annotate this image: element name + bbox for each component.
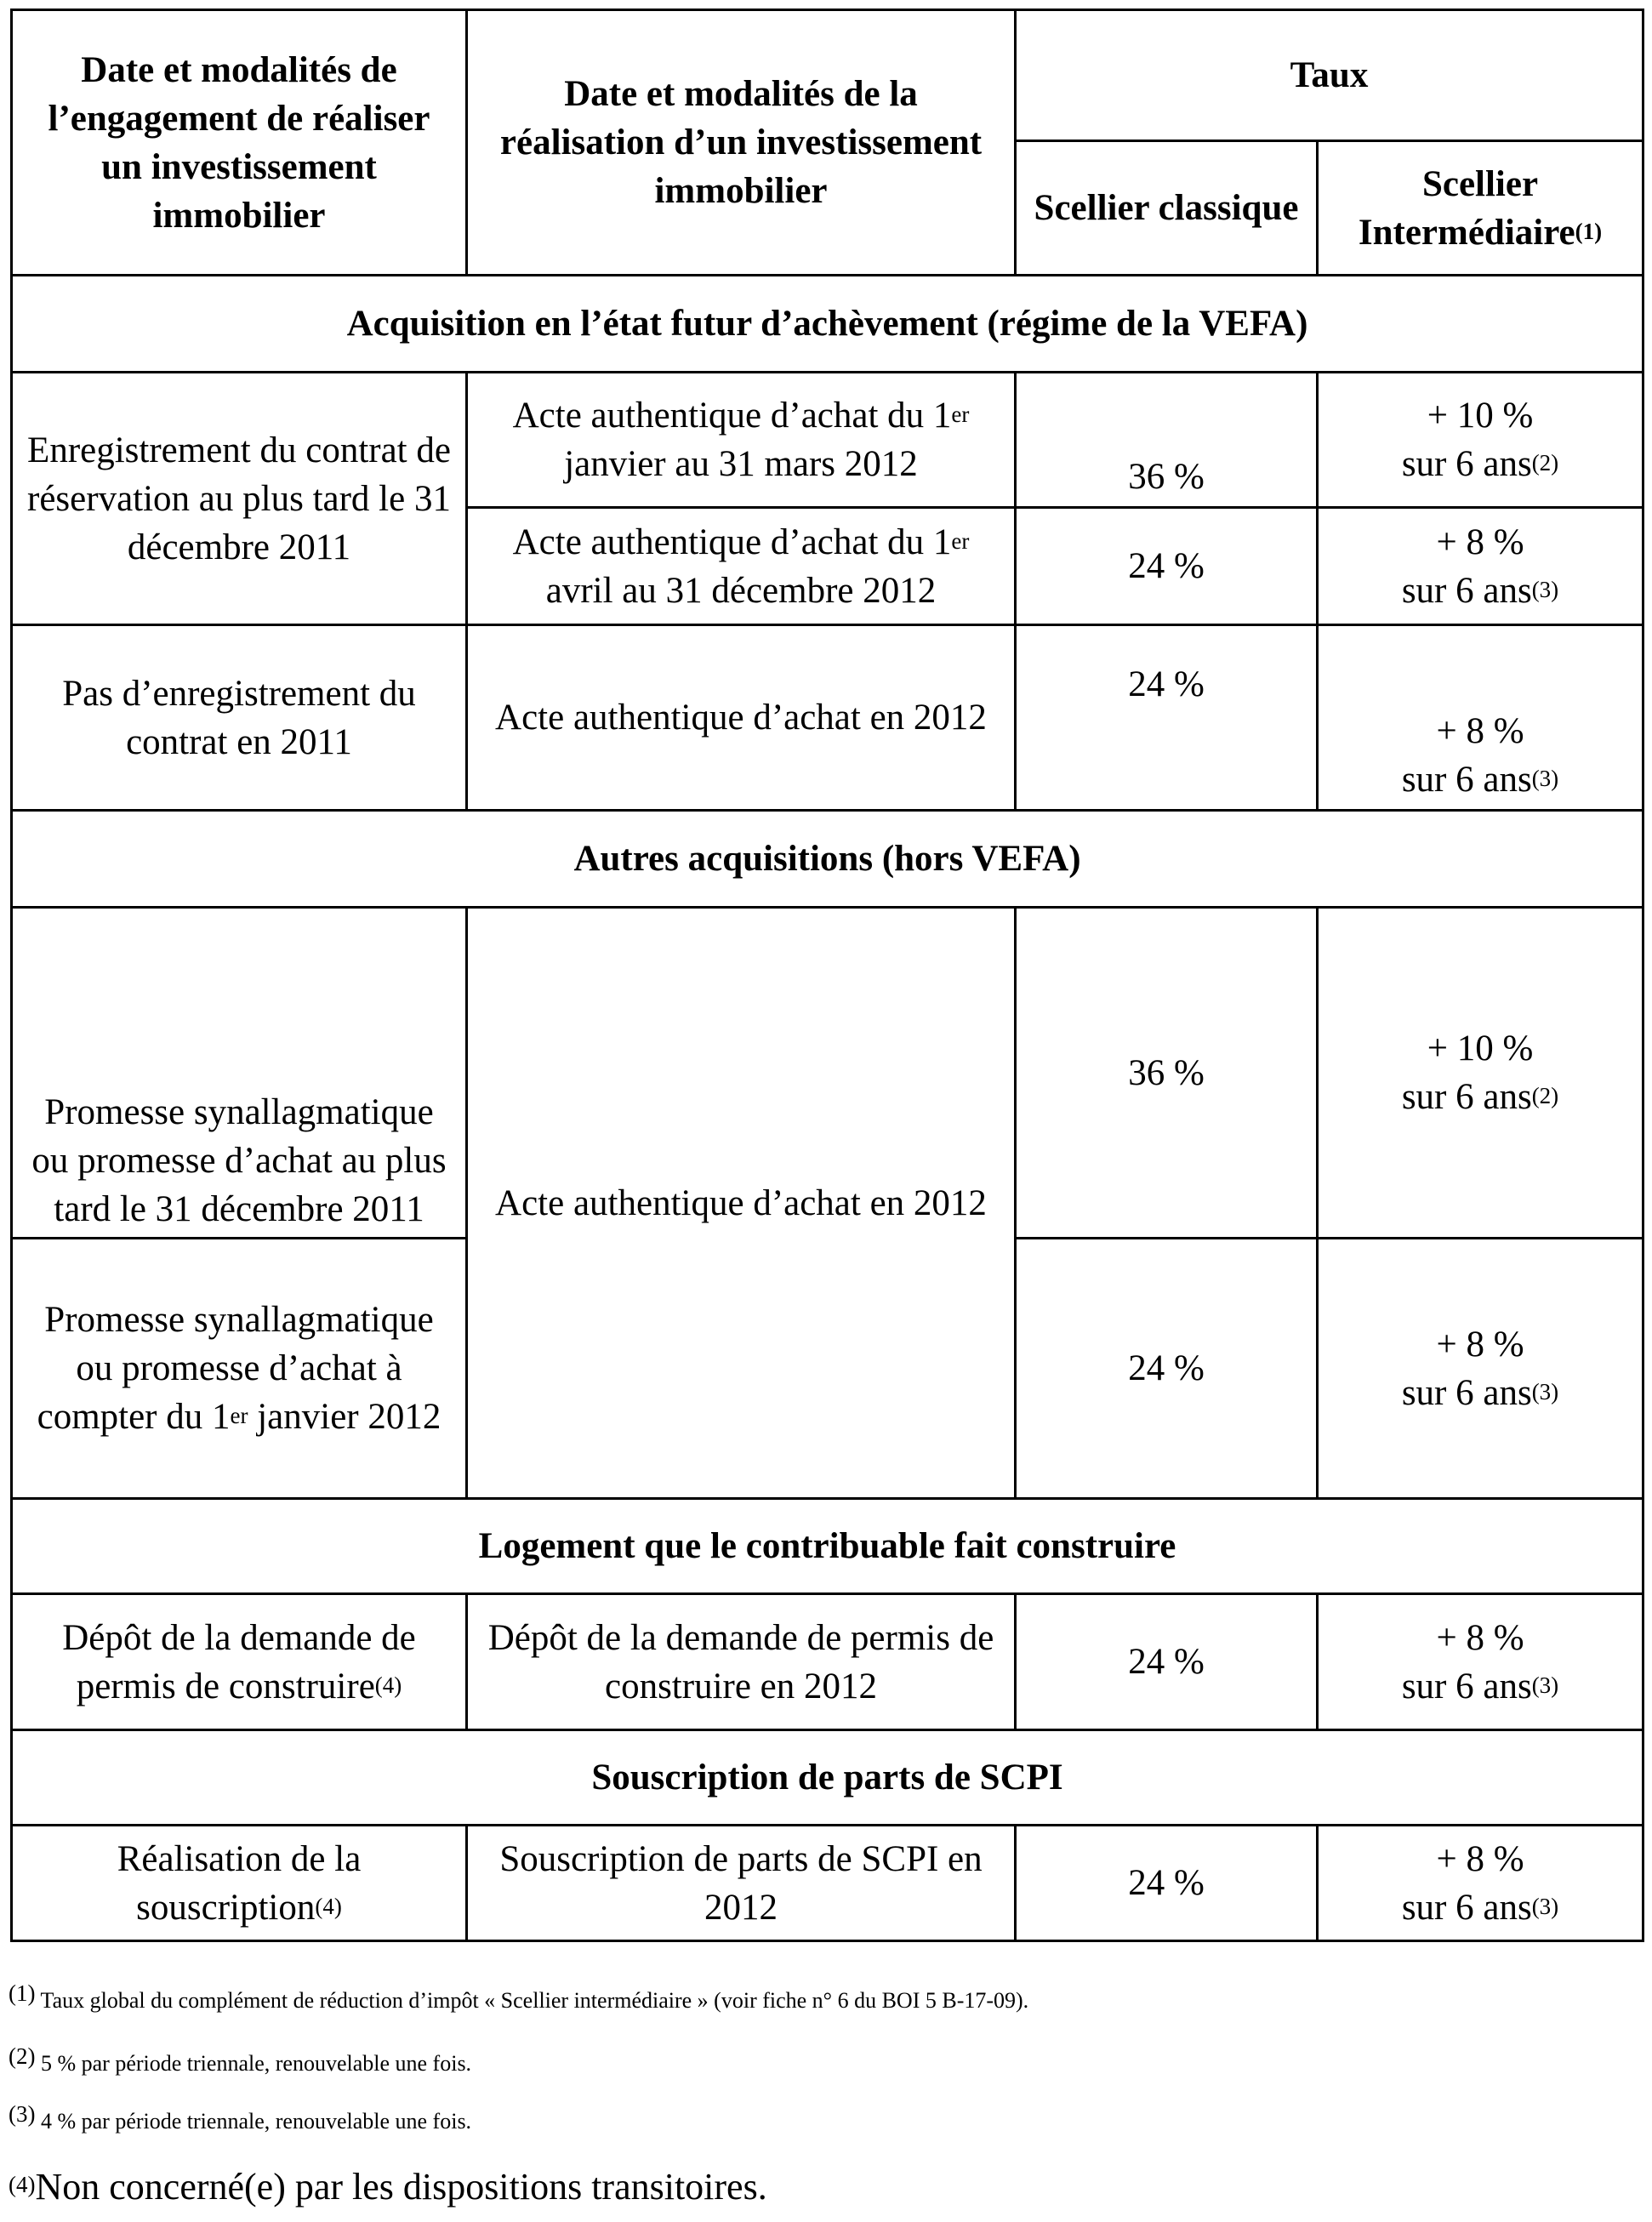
footnote-ref: (1): [1575, 218, 1603, 244]
header-scellier-intermediaire: Scellier Intermédiaire$^{(1)}$: [1318, 141, 1643, 276]
vefa-engagement-cell: Enregistrement du contrat de réservation au plus tard le 31 décembre 2011: [12, 373, 467, 625]
vefa-inter-cell: + 10 % sur 6 ans$^{(2)}$: [1318, 373, 1643, 508]
autres-realisation-cell: Acte authentique d’achat en 2012: [467, 908, 1016, 1499]
autres-inter-cell: + 10 % sur 6 ans$^{(2)}$: [1318, 908, 1643, 1239]
header-scellier-classique: Scellier classique: [1016, 141, 1318, 276]
vefa-taux-cell: 24 %: [1016, 625, 1318, 811]
construire-realisation-cell: Dépôt de la demande de permis de construire en 2012: [467, 1594, 1016, 1730]
header-engagement: Date et modalités de l’engagement de réaliser un investissement immobilier: [12, 10, 467, 276]
vefa-realisation-cell: Acte authentique d’achat en 2012: [467, 625, 1016, 811]
autres-taux-cell: 24 %: [1016, 1239, 1318, 1499]
autres-taux-cell: 36 %: [1016, 908, 1318, 1239]
scpi-engagement-cell: Réalisation de la souscription$^{(4)}$: [12, 1826, 467, 1941]
scpi-inter-cell: + 8 % sur 6 ans$^{(3)}$: [1318, 1826, 1643, 1941]
footnote: $^{(3)}$ 4 % par période triennale, renouvelable une fois.: [9, 2101, 472, 2134]
header-taux: Taux: [1016, 10, 1643, 141]
footnote: $^{(4)}$Non concerné(e) par les dispositions transitoires.: [9, 2166, 767, 2208]
vefa-realisation-cell: Acte authentique d’achat du 1er avril au 31 décembre 2012: [467, 508, 1016, 625]
vefa-realisation-cell: Acte authentique d’achat du 1er janvier au 31 mars 2012: [467, 373, 1016, 508]
construire-inter-cell: + 8 % sur 6 ans$^{(3)}$: [1318, 1594, 1643, 1730]
autres-engagement-cell: Promesse synallagmatique ou promesse d’achat au plus tard le 31 décembre 2011: [12, 908, 467, 1239]
scellier-rates-table: [10, 9, 1644, 1942]
section-title-scpi: Souscription de parts de SCPI: [12, 1730, 1643, 1826]
footnote: $^{(1)}$ Taux global du complément de réduction d’impôt « Scellier intermédiaire » (voir fiche n° 6 du BOI 5 B-17-09).: [9, 1980, 1029, 2013]
vefa-taux-cell: 24 %: [1016, 508, 1318, 625]
autres-engagement-cell: Promesse synallagmatique ou promesse d’achat à compter du 1er janvier 2012: [12, 1239, 467, 1499]
section-title-construire: Logement que le contribuable fait construire: [12, 1499, 1643, 1594]
vefa-inter-cell: + 8 % sur 6 ans$^{(3)}$: [1318, 508, 1643, 625]
footnote: $^{(2)}$ 5 % par période triennale, renouvelable une fois.: [9, 2043, 472, 2076]
construire-taux-cell: 24 %: [1016, 1594, 1318, 1730]
autres-inter-cell: + 8 % sur 6 ans$^{(3)}$: [1318, 1239, 1643, 1499]
section-title-autres: Autres acquisitions (hors VEFA): [12, 811, 1643, 908]
vefa-inter-cell: + 8 % sur 6 ans$^{(3)}$: [1318, 625, 1643, 811]
scpi-taux-cell: 24 %: [1016, 1826, 1318, 1941]
construire-engagement-cell: Dépôt de la demande de permis de construire$^{(4)}$: [12, 1594, 467, 1730]
vefa-taux-cell: 36 %: [1016, 373, 1318, 508]
scpi-realisation-cell: Souscription de parts de SCPI en 2012: [467, 1826, 1016, 1941]
header-realisation: Date et modalités de la réalisation d’un investissement immobilier: [467, 10, 1016, 276]
section-title-vefa: Acquisition en l’état futur d’achèvement (régime de la VEFA): [12, 276, 1643, 373]
vefa-engagement-cell: Pas d’enregistrement du contrat en 2011: [12, 625, 467, 811]
